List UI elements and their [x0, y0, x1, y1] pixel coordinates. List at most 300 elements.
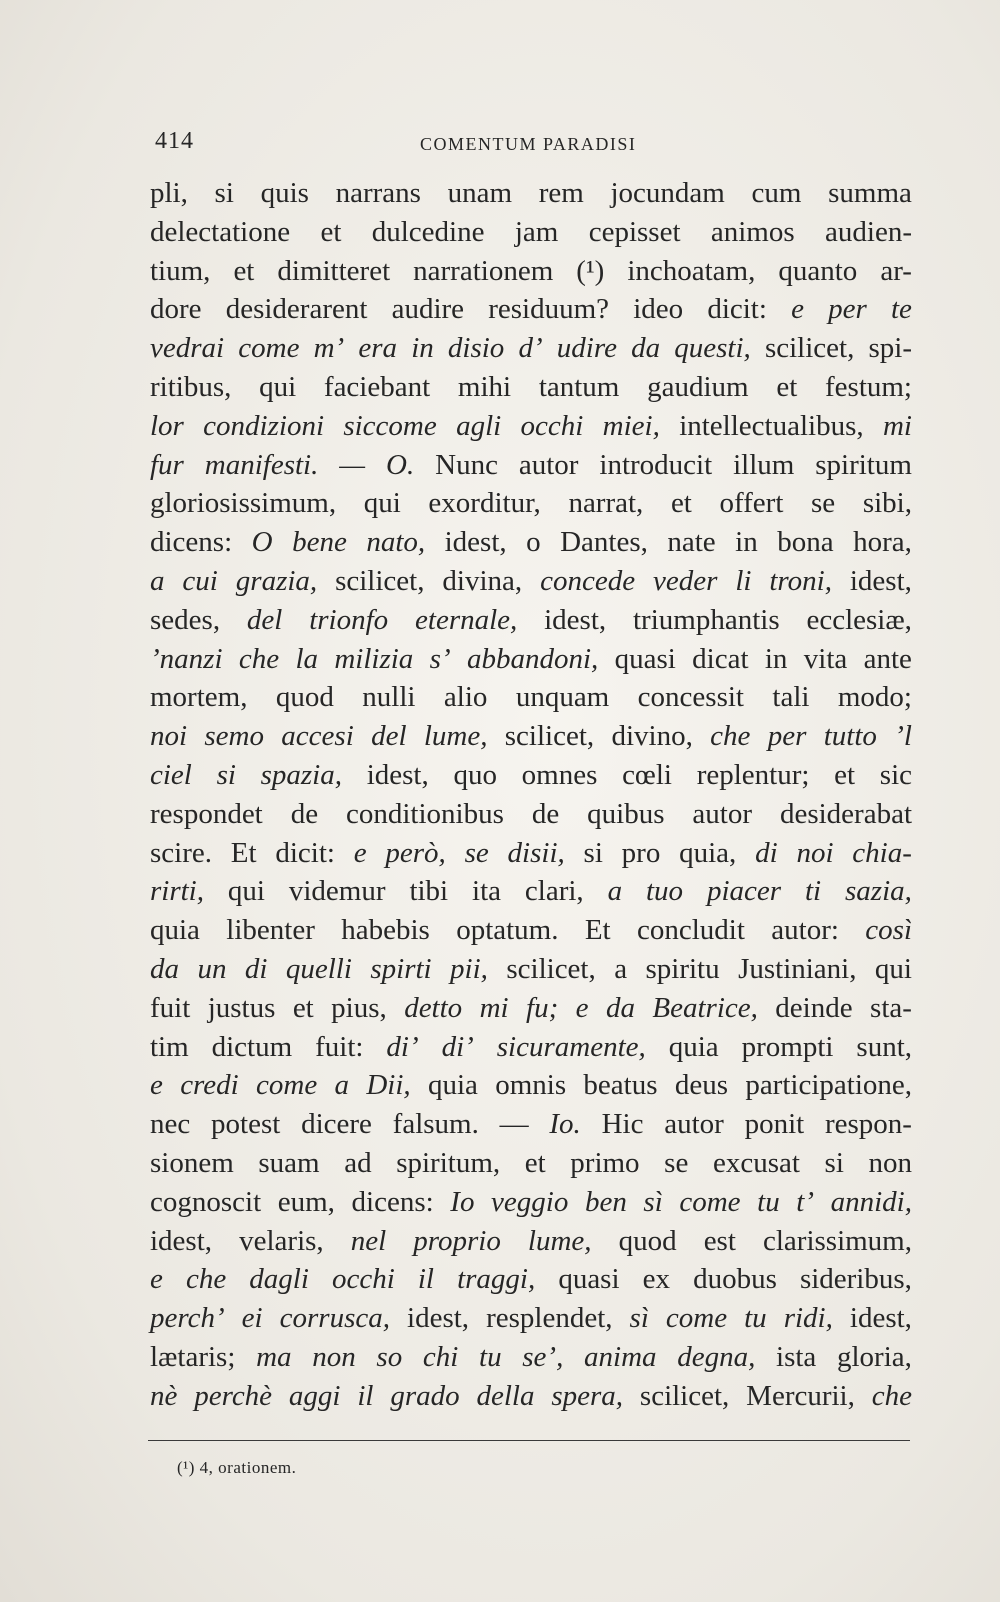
word: excusat	[712, 1146, 800, 1179]
italic-word: di’	[441, 1030, 474, 1063]
italic-word: a	[607, 875, 623, 908]
italic-word: nel	[350, 1224, 387, 1257]
word: exorditur,	[428, 487, 541, 520]
text-line	[150, 834, 912, 873]
word: fuit	[150, 991, 191, 1024]
footnote: (¹) 4, orationem.	[177, 1458, 297, 1477]
italic-word: Beatrice,	[652, 991, 758, 1024]
italic-word: ben	[584, 1185, 627, 1218]
word: tantum	[538, 370, 620, 403]
italic-word: occhi	[520, 409, 584, 442]
text-line	[150, 1144, 912, 1183]
text-line	[150, 1222, 912, 1261]
italic-word: mi	[882, 409, 912, 442]
word: sibi,	[862, 487, 912, 520]
text-line	[150, 174, 912, 213]
text-line	[150, 446, 912, 485]
word: gloria,	[837, 1340, 912, 1373]
italic-word: bene	[292, 526, 347, 559]
italic-word: sì	[629, 1302, 649, 1335]
word: narrationem	[413, 254, 554, 287]
italic-word: in	[411, 332, 434, 365]
italic-word: miei,	[602, 409, 660, 442]
italic-word: e	[575, 991, 589, 1024]
italic-word: e	[150, 1263, 163, 1296]
word: cepisset	[588, 215, 681, 248]
text-line	[150, 872, 912, 911]
word: concludit	[636, 914, 745, 947]
word: concessit	[637, 681, 744, 714]
word: triumphantis	[633, 603, 780, 636]
italic-word: da	[631, 332, 661, 365]
italic-word: così	[865, 914, 912, 947]
word: Justiniani,	[738, 952, 857, 985]
word: primo	[570, 1146, 640, 1179]
italic-word: rirti,	[150, 875, 204, 908]
italic-word: chia-	[852, 836, 912, 869]
word: spi-	[868, 332, 912, 365]
word: Et	[584, 914, 611, 947]
word: ista	[776, 1340, 817, 1373]
text-line	[150, 950, 912, 989]
word: et	[776, 370, 798, 403]
italic-word: annidi,	[830, 1185, 912, 1218]
word: si	[214, 177, 234, 209]
italic-word: perchè	[194, 1379, 273, 1412]
word: prompti	[741, 1030, 834, 1063]
italic-word: lume,	[423, 720, 488, 753]
word: est	[703, 1224, 736, 1257]
word: idest,	[849, 1302, 912, 1335]
italic-word: tu	[744, 1302, 767, 1335]
italic-word: cui	[182, 564, 218, 597]
text-line	[150, 252, 912, 291]
word: fuit:	[315, 1030, 364, 1063]
word: —	[499, 1108, 529, 1141]
italic-word: questi,	[674, 332, 751, 365]
word: clarissimum,	[762, 1224, 912, 1257]
text-line	[150, 1299, 912, 1338]
word: quasi	[614, 642, 676, 675]
italic-word: so	[376, 1340, 403, 1373]
italic-word: disio	[447, 332, 505, 365]
text-line	[150, 601, 912, 640]
text-line	[150, 640, 912, 679]
word: sunt,	[856, 1030, 912, 1063]
word: scilicet,	[504, 720, 595, 753]
word: festum;	[825, 370, 912, 403]
word: et	[834, 758, 856, 791]
italic-word: ciel	[150, 758, 192, 791]
italic-word: pii,	[450, 952, 488, 985]
word: sionem	[150, 1146, 234, 1179]
word: nec	[150, 1108, 191, 1141]
word: gaudium	[647, 370, 749, 403]
text-line	[150, 407, 912, 446]
word: qui	[259, 370, 297, 403]
word: suam	[258, 1146, 320, 1179]
italic-word: ’l	[894, 720, 912, 753]
word: audire	[391, 293, 465, 326]
word: desiderabat	[779, 797, 912, 830]
word: deus	[674, 1069, 728, 1102]
italic-word: lor	[150, 409, 184, 442]
word: beatus	[583, 1069, 658, 1102]
word: tali	[772, 681, 810, 714]
italic-word: siccome	[343, 409, 437, 442]
word: idest,	[407, 1302, 470, 1335]
text-line	[150, 290, 912, 329]
italic-word: disii,	[507, 836, 565, 869]
italic-word: O.	[386, 448, 415, 481]
italic-word: come	[665, 1302, 728, 1335]
word: sic	[879, 758, 912, 791]
italic-word: si	[216, 758, 236, 791]
italic-word: nato,	[366, 526, 426, 559]
italic-word: il	[357, 1379, 374, 1412]
italic-word: nè	[150, 1379, 178, 1412]
italic-word: tuo	[646, 875, 684, 908]
word: dore	[150, 293, 202, 326]
word: Dantes,	[560, 526, 648, 559]
italic-word: ridi,	[783, 1302, 833, 1335]
italic-word: era	[358, 332, 398, 365]
italic-word: per	[828, 293, 867, 326]
italic-word: come	[238, 332, 300, 365]
italic-word: non	[312, 1340, 356, 1373]
word: scilicet,	[506, 952, 596, 985]
italic-word: quelli	[285, 952, 352, 985]
word: habebis	[341, 914, 430, 947]
italic-word: se’,	[522, 1340, 564, 1373]
word: et	[292, 991, 314, 1024]
word: jocundam	[610, 177, 725, 209]
word: quia,	[679, 836, 737, 869]
word: introducit	[599, 448, 713, 481]
italic-word: troni,	[769, 564, 832, 597]
word: si	[583, 836, 603, 869]
word: residuum?	[488, 293, 610, 326]
word: mortem,	[150, 681, 248, 714]
italic-word: O	[251, 526, 273, 559]
word: dimitteret	[277, 254, 391, 287]
italic-word: anima	[584, 1340, 657, 1373]
word: velaris,	[239, 1224, 324, 1257]
word: gloriosissimum,	[150, 487, 337, 520]
italic-word: proprio	[413, 1224, 501, 1257]
word: cognoscit	[150, 1185, 262, 1218]
word: respondet	[150, 797, 263, 830]
italic-word: sazia,	[845, 875, 912, 908]
italic-word: eternale,	[415, 603, 518, 636]
footnote-rule	[148, 1440, 910, 1441]
italic-word: aggi	[288, 1379, 341, 1412]
word: autor	[518, 448, 579, 481]
word: vita	[803, 642, 848, 675]
word: cum	[751, 177, 802, 209]
italic-word: perch’	[150, 1302, 225, 1335]
word: jam	[514, 215, 559, 248]
word: resplendet,	[486, 1302, 613, 1335]
italic-word: condizioni	[203, 409, 325, 442]
word: Nunc	[435, 448, 498, 481]
word: se	[664, 1146, 689, 1179]
italic-word: t’	[796, 1185, 815, 1218]
italic-word: m’	[313, 332, 345, 365]
word: justus	[207, 991, 276, 1024]
word: spiritu	[645, 952, 720, 985]
word: bona	[777, 526, 834, 559]
word: quod	[275, 681, 334, 714]
word: dicit:	[707, 293, 767, 326]
word: scire.	[150, 836, 212, 869]
italic-word: se	[464, 836, 489, 869]
italic-word: udire	[556, 332, 617, 365]
word: quo	[453, 758, 497, 791]
word: delectatione	[150, 215, 291, 248]
word: sideribus,	[799, 1263, 912, 1296]
word: modo;	[837, 681, 912, 714]
word: idest,	[366, 758, 429, 791]
word: ante	[863, 642, 912, 675]
word: unquam	[515, 681, 610, 714]
word: inchoatam,	[627, 254, 756, 287]
italic-word: spera,	[551, 1379, 624, 1412]
italic-word: e	[150, 1069, 163, 1102]
word: ritibus,	[150, 370, 232, 403]
word: audien-	[825, 215, 912, 248]
text-line	[150, 1377, 912, 1416]
word: Et	[230, 836, 257, 869]
italic-word: però,	[385, 836, 446, 869]
italic-word: da	[605, 991, 635, 1024]
italic-word: ti	[804, 875, 822, 908]
italic-word: veggio	[491, 1185, 569, 1218]
word: a	[614, 952, 628, 985]
text-line	[150, 213, 912, 252]
italic-word: come	[256, 1069, 318, 1102]
word: narrat,	[568, 487, 644, 520]
word: hora,	[853, 526, 912, 559]
italic-word: degna,	[677, 1340, 756, 1373]
word: scilicet,	[639, 1379, 730, 1412]
word: idest,	[544, 603, 607, 636]
italic-word: un	[197, 952, 227, 985]
word: o	[526, 526, 541, 559]
italic-word: dagli	[249, 1263, 309, 1296]
word: quanto	[778, 254, 858, 287]
italic-word: —	[339, 448, 366, 481]
word: duobus	[693, 1263, 777, 1296]
word: Mercurii,	[746, 1379, 855, 1412]
word: cœli	[622, 758, 672, 791]
word: autor	[664, 1108, 724, 1141]
word: faciebant	[323, 370, 431, 403]
word: eum,	[277, 1185, 335, 1218]
word: idest,	[849, 564, 912, 597]
word: alio	[443, 681, 488, 714]
italic-word: Io.	[549, 1108, 581, 1141]
word: narrans	[335, 177, 421, 209]
text-line	[150, 562, 912, 601]
word: (¹)	[576, 254, 605, 287]
text-line	[150, 678, 912, 717]
italic-word: tutto	[823, 720, 877, 753]
running-head: COMENTUM PARADISI	[420, 134, 637, 154]
word: qui	[363, 487, 401, 520]
word: optatum.	[456, 914, 559, 947]
word: et	[320, 215, 342, 248]
word: divino,	[611, 720, 693, 753]
text-line	[150, 1105, 912, 1144]
italic-word: te	[890, 293, 912, 326]
word: idest,	[444, 526, 507, 559]
word: sedes,	[150, 603, 221, 636]
word: tim	[150, 1030, 189, 1063]
word: dicens:	[150, 526, 233, 559]
italic-word: li	[735, 564, 752, 597]
italic-word: fu;	[526, 991, 559, 1024]
italic-word: grado	[390, 1379, 460, 1412]
word: dicens:	[351, 1185, 434, 1218]
word: replentur;	[696, 758, 810, 791]
word: intellectualibus,	[679, 409, 864, 442]
word: et	[233, 254, 255, 287]
word: autor	[692, 797, 753, 830]
italic-word: come	[679, 1185, 741, 1218]
word: lætaris;	[150, 1340, 236, 1373]
word: ponit	[744, 1108, 805, 1141]
italic-word: abbandoni,	[466, 642, 599, 675]
word: non	[868, 1146, 912, 1179]
italic-word: mi	[479, 991, 509, 1024]
italic-word: detto	[404, 991, 463, 1024]
italic-word: chi	[422, 1340, 459, 1373]
text-line	[150, 484, 912, 523]
italic-word: s’	[429, 642, 451, 675]
word: pius,	[331, 991, 387, 1024]
text-line	[150, 717, 912, 756]
italic-word: accesi	[281, 720, 354, 753]
word: idest,	[150, 1224, 213, 1257]
word: participatione,	[745, 1069, 912, 1102]
italic-word: occhi	[331, 1263, 395, 1296]
text-line	[150, 523, 912, 562]
italic-word: ’nanzi	[150, 642, 223, 675]
italic-word: a	[150, 564, 165, 597]
word: tibi	[409, 875, 449, 908]
word: de	[531, 797, 560, 830]
italic-word: grazia,	[235, 564, 318, 597]
italic-word: e	[791, 293, 804, 326]
word: dulcedine	[371, 215, 485, 248]
italic-word: semo	[204, 720, 264, 753]
word: potest	[211, 1108, 281, 1141]
text-line	[150, 1066, 912, 1105]
word: qui	[874, 952, 912, 985]
word: respon-	[824, 1108, 912, 1141]
italic-word: piacer	[706, 875, 782, 908]
word: rem	[538, 177, 584, 209]
word: unam	[447, 177, 513, 209]
word: tium,	[150, 254, 211, 287]
word: quibus	[587, 797, 665, 830]
italic-word: Io	[450, 1185, 475, 1218]
word: ecclesiæ,	[806, 603, 912, 636]
italic-word: sicuramente,	[496, 1030, 646, 1063]
word: quia	[427, 1069, 478, 1102]
italic-word: di	[755, 836, 778, 869]
word: spiritum,	[396, 1146, 501, 1179]
word: quod	[618, 1224, 677, 1257]
word: ar-	[880, 254, 912, 287]
italic-word: tu	[757, 1185, 780, 1218]
text-line	[150, 329, 912, 368]
italic-word: la	[295, 642, 318, 675]
word: sta-	[870, 991, 912, 1024]
italic-word: manifesti.	[204, 448, 319, 481]
word: videmur	[288, 875, 386, 908]
text-line	[150, 795, 912, 834]
word: autor:	[771, 914, 839, 947]
word: libenter	[226, 914, 315, 947]
word: nate	[667, 526, 716, 559]
word: ita	[472, 875, 502, 908]
italic-word: credi	[180, 1069, 239, 1102]
word: pli,	[150, 177, 188, 209]
word: quia	[668, 1030, 719, 1063]
word: falsum.	[392, 1108, 479, 1141]
word: si	[824, 1146, 844, 1179]
body-text	[150, 174, 912, 1416]
word: quis	[260, 177, 309, 209]
text-line	[150, 1338, 912, 1377]
italic-word: di	[244, 952, 268, 985]
text-line	[150, 1183, 912, 1222]
page-header	[155, 128, 910, 158]
italic-word: che	[710, 720, 751, 753]
word: mihi	[457, 370, 512, 403]
italic-word: che	[238, 642, 280, 675]
word: dicat	[692, 642, 749, 675]
word: Hic	[601, 1108, 644, 1141]
word: de	[290, 797, 319, 830]
italic-word: del	[371, 720, 407, 753]
word: dictum	[211, 1030, 293, 1063]
italic-word: il	[417, 1263, 434, 1296]
word: dicere	[301, 1108, 372, 1141]
text-line	[150, 1260, 912, 1299]
italic-word: ei	[241, 1302, 263, 1335]
italic-word: di’	[386, 1030, 419, 1063]
word: summa	[828, 177, 912, 209]
italic-word: spirti	[370, 952, 432, 985]
italic-word: veder	[653, 564, 718, 597]
italic-word: tu	[479, 1340, 502, 1373]
italic-word: Dii,	[366, 1069, 411, 1102]
italic-word: corrusca,	[279, 1302, 390, 1335]
italic-word: traggi,	[457, 1263, 536, 1296]
word: quasi	[558, 1263, 620, 1296]
word: spiritum	[815, 448, 912, 481]
italic-word: noi	[796, 836, 834, 869]
word: in	[764, 642, 788, 675]
text-line	[150, 1028, 912, 1067]
word: nulli	[362, 681, 416, 714]
page-number: 414	[155, 128, 194, 154]
italic-word: a	[334, 1069, 350, 1102]
text-line	[150, 368, 912, 407]
